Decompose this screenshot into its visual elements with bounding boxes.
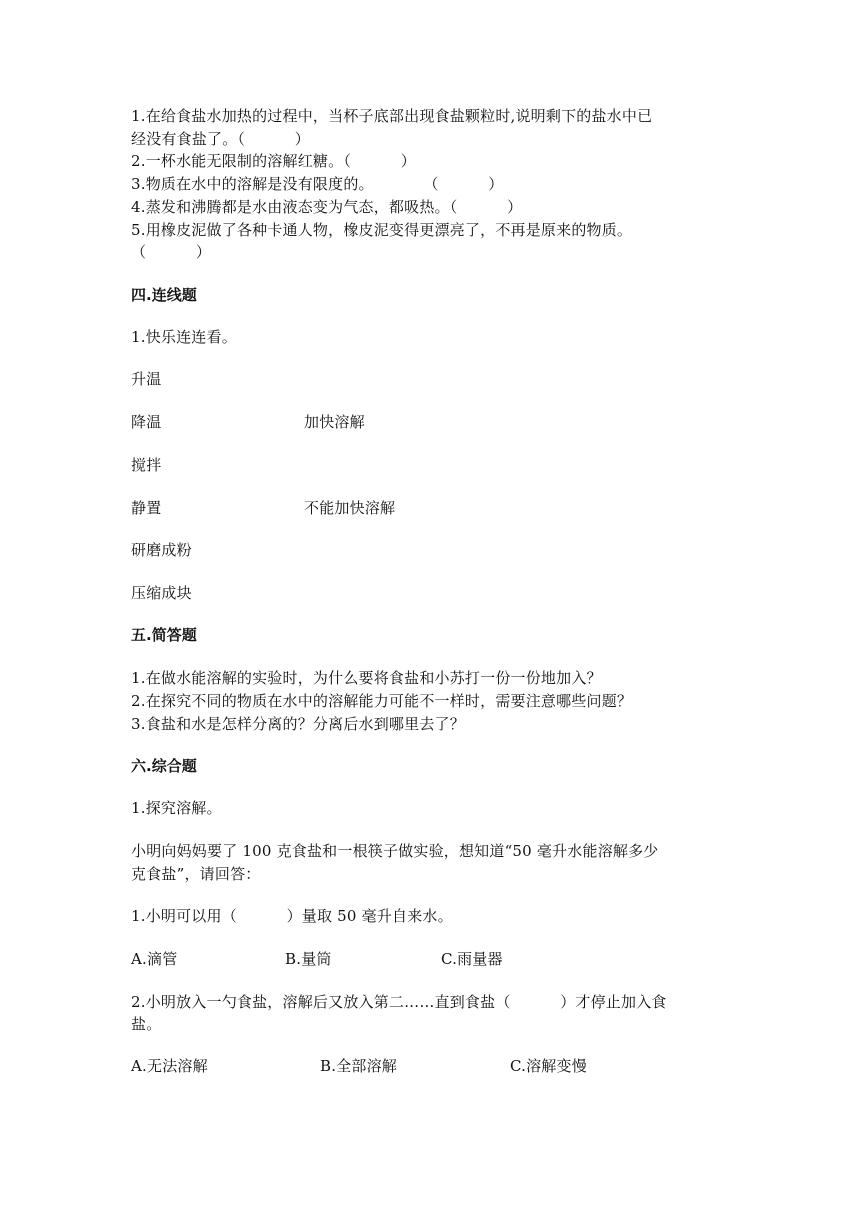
q1-option-b: B.量筒 [285,950,332,968]
match-right-1: 加快溶解 [304,413,365,431]
match-left-2: 降温 [131,413,162,431]
section-6-question: 1.探究溶解。 [131,799,222,817]
sub-question-2: 2.小明放入一勺食盐，溶解后又放入第二……直到食盐（ ）才停止加入食 [131,993,667,1011]
section-5-title: 五.简答题 [131,626,197,644]
match-left-6: 压缩成块 [131,584,192,602]
match-right-2: 不能加快溶解 [304,499,396,517]
sub-question-2b: 盐。 [131,1015,162,1033]
judgement-line-5b: （ ） [131,243,212,261]
q1-option-a: A.滴管 [131,950,178,968]
judgement-line-2: 2.一杯水能无限制的溶解红糖。（ ） [131,152,416,170]
q1-option-c: C.雨量器 [441,950,503,968]
judgement-line-3: 3.物质在水中的溶解是没有限度的。 （ ） [131,175,504,193]
judgement-line-4: 4.蒸发和沸腾都是水由液态变为气态，都吸热。（ ） [131,198,523,216]
intro-line-2: 克食盐”，请回答： [131,865,261,883]
intro-line-1: 小明向妈妈要了 100 克食盐和一根筷子做实验，想知道“50 毫升水能溶解多少 [131,842,659,860]
section-4-question: 1.快乐连连看。 [131,328,237,346]
sub-question-1: 1.小明可以用（ ）量取 50 毫升自来水。 [131,907,453,925]
section-6-title: 六.综合题 [131,757,197,775]
match-left-3: 搅拌 [131,456,162,474]
short-answer-3: 3.食盐和水是怎样分离的？分离后水到哪里去了？ [131,715,465,733]
match-left-5: 研磨成粉 [131,541,192,559]
judgement-line-1b: 经没有食盐了。（ ） [131,130,310,148]
short-answer-2: 2.在探究不同的物质在水中的溶解能力可能不一样时，需要注意哪些问题？ [131,692,633,710]
q2-option-c: C.溶解变慢 [510,1057,587,1075]
section-4-title: 四.连线题 [131,286,197,304]
short-answer-1: 1.在做水能溶解的实验时，为什么要将食盐和小苏打一份一份地加入？ [131,669,602,687]
judgement-line-1: 1.在给食盐水加热的过程中，当杯子底部出现食盐颗粒时,说明剩下的盐水中已 [131,107,653,125]
q2-option-a: A.无法溶解 [131,1057,208,1075]
judgement-line-5: 5.用橡皮泥做了各种卡通人物，橡皮泥变得更漂亮了，不再是原来的物质。 [131,221,633,239]
match-left-1: 升温 [131,370,162,388]
q2-option-b: B.全部溶解 [320,1057,397,1075]
match-left-4: 静置 [131,499,162,517]
